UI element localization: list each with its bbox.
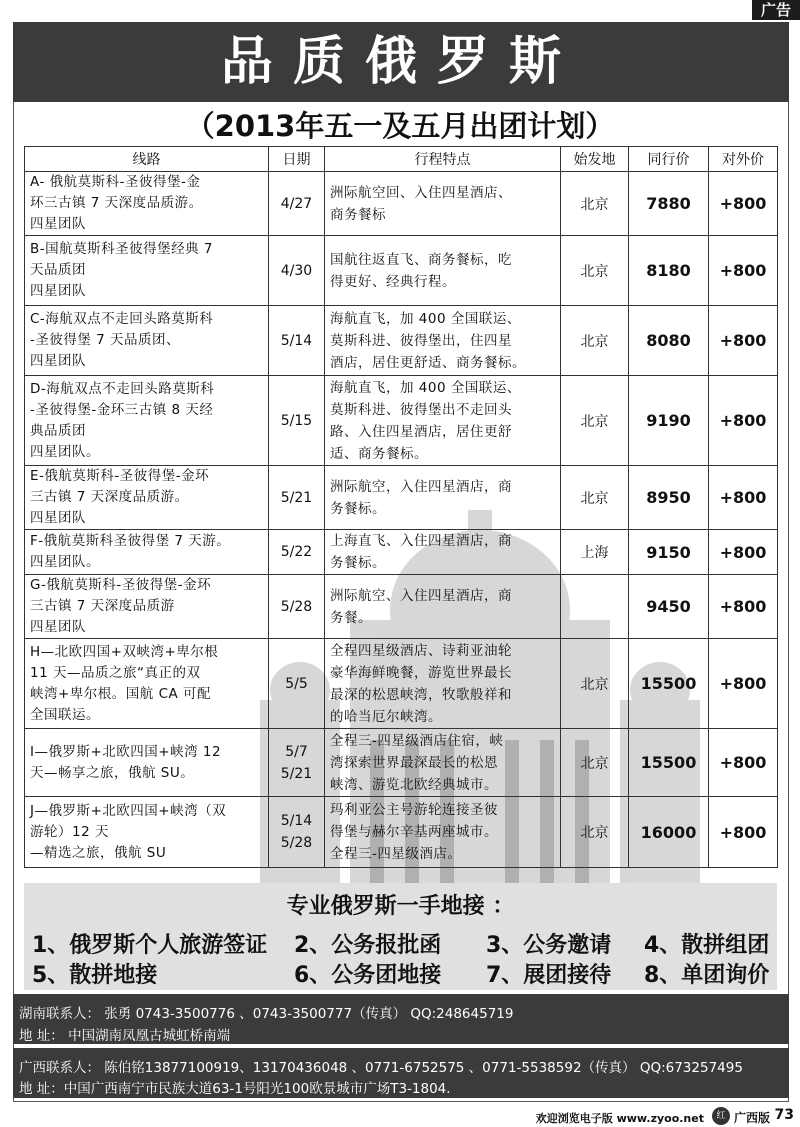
features-cell-line: 最深的松恩峡湾，牧歌般祥和: [330, 686, 512, 703]
hunan-contact-block: [13, 994, 789, 1044]
public-price-cell: +800: [709, 376, 778, 466]
service-item: 1、俄罗斯个人旅游签证: [32, 933, 268, 958]
route-cell-line: 四星团队: [30, 216, 86, 232]
features-cell-line: 莫斯科进、彼得堡出不走回头: [330, 401, 512, 418]
route-cell-line: -圣彼得堡 7 天品质团、: [30, 332, 181, 348]
features-cell-line: 适、商务餐标。: [330, 445, 428, 462]
table-row: [25, 376, 778, 466]
route-cell-line: 全国联运。: [30, 706, 100, 723]
date-cell: [269, 376, 325, 466]
date-cell: [269, 530, 325, 575]
features-cell-line: 国航往返直飞、商务餐标，吃: [330, 251, 512, 268]
peer-price-cell: 8080: [629, 306, 709, 376]
features-cell: [325, 797, 561, 868]
route-cell: [25, 530, 269, 575]
features-cell: [325, 530, 561, 575]
features-cell-line: 得更好、经典行程。: [330, 273, 456, 290]
public-price-cell: +800: [709, 575, 778, 639]
peer-price-cell: 15500: [629, 639, 709, 729]
route-cell-line: —精选之旅，俄航 SU: [30, 844, 167, 861]
route-cell: [25, 306, 269, 376]
peer-price-cell: 16000: [629, 797, 709, 868]
date-cell: [269, 639, 325, 729]
route-cell-line: 四星团队: [30, 619, 86, 635]
features-cell-line: 全程三-四星级酒店住宿，峡: [330, 732, 504, 749]
route-cell-line: J—俄罗斯+北欧四国+峡湾（双: [30, 802, 227, 819]
peer-price-cell: 15500: [629, 729, 709, 797]
guangxi-contact-line: 广西联系人： 陈伯铭13877100919、13170436048 、0771-6752575 、0771-5538592（传真） QQ:673257495: [19, 1060, 743, 1076]
date-cell-line: 5/15: [280, 412, 313, 429]
public-price-cell: +800: [709, 797, 778, 868]
features-cell-line: 全程三-四星级酒店。: [330, 846, 462, 862]
guangxi-address: 地 址：中国广西南宁市民族大道63-1号阳光100欧景城市广场T3-1804.: [19, 1081, 451, 1097]
route-cell: [25, 575, 269, 639]
date-cell: [269, 466, 325, 530]
service-item: 5、散拼地接: [32, 963, 158, 988]
route-cell-line: 四星团队。: [30, 443, 100, 460]
peer-price-cell: 7880: [629, 172, 709, 236]
date-cell-line: 5/22: [280, 544, 313, 560]
features-cell-line: 务餐标。: [330, 555, 386, 571]
features-cell-line: 洲际航空、入住四星酒店，商: [330, 587, 512, 604]
date-cell-line: 5/28: [280, 835, 313, 851]
ad-tag: 广告: [752, 0, 800, 20]
route-table: [24, 146, 778, 868]
date-cell-line: 5/14: [280, 813, 313, 829]
features-cell-line: 峡湾、游览北欧经典城市。: [330, 776, 498, 793]
route-cell-line: 三古镇 7 天深度品质游: [30, 598, 175, 614]
guangxi-contact-block: [13, 1048, 789, 1098]
features-cell-line: 上海直飞、入住四星酒店，商: [330, 533, 512, 549]
services-panel: [24, 883, 777, 990]
date-cell-line: 5/14: [280, 332, 313, 349]
route-cell-line: 天品质团: [30, 262, 86, 278]
route-cell-line: 三古镇 7 天深度品质游。: [30, 489, 189, 505]
depart-cell: 北京: [561, 797, 629, 868]
public-price-cell: +800: [709, 530, 778, 575]
features-cell-line: 酒店，居住更舒适、商务餐标。: [330, 354, 526, 371]
features-cell-line: 全程四星级酒店、诗莉亚油轮: [330, 642, 512, 659]
depart-cell: 北京: [561, 729, 629, 797]
page-number: 73: [774, 1107, 794, 1123]
date-cell: [269, 797, 325, 868]
features-cell-line: 洲际航空，入住四星酒店，商: [330, 478, 512, 495]
date-cell: [269, 236, 325, 306]
peer-price-cell: 9150: [629, 530, 709, 575]
route-cell: [25, 376, 269, 466]
hunan-address: 地 址： 中国湖南凤凰古城虹桥南端: [19, 1028, 231, 1044]
features-cell-line: 湾探索世界最深最长的松恩: [330, 754, 498, 771]
depart-cell: [561, 575, 629, 639]
route-cell-line: G-俄航莫斯科-圣彼得堡-金环: [30, 577, 212, 593]
service-item: 2、公务报批函: [294, 933, 442, 958]
hunan-contact-line: 湖南联系人： 张勇 0743-3500776 、0743-3500777（传真） QQ:248645719: [19, 1006, 514, 1022]
peer-price-cell: 9450: [629, 575, 709, 639]
table-row: [25, 797, 778, 868]
date-cell-line: 5/21: [280, 765, 313, 782]
features-cell-line: 务餐。: [330, 609, 372, 626]
route-cell-line: 四星团队: [30, 510, 86, 526]
features-cell: [325, 466, 561, 530]
table-row: [25, 236, 778, 306]
table-row: [25, 466, 778, 530]
route-cell-line: 四星团队: [30, 353, 86, 369]
header-date: 日期: [269, 147, 325, 172]
table-row: [25, 639, 778, 729]
route-cell-line: A- 俄航莫斯科-圣彼得堡-金: [30, 174, 201, 190]
depart-cell: 北京: [561, 466, 629, 530]
route-cell: [25, 236, 269, 306]
depart-cell: 北京: [561, 236, 629, 306]
route-cell-line: E-俄航莫斯科-圣彼得堡-金环: [30, 468, 210, 484]
features-cell-line: 路、入住四星酒店，居住更舒: [330, 423, 512, 440]
service-item: 4、散拼组团: [644, 933, 770, 958]
route-cell: [25, 172, 269, 236]
service-item: 8、单团询价: [644, 963, 770, 988]
route-cell-line: B-国航莫斯科圣彼得堡经典 7: [30, 241, 214, 257]
header-depart: 始发地: [561, 147, 629, 172]
header-features: 行程特点: [325, 147, 561, 172]
features-cell: [325, 376, 561, 466]
features-cell-line: 海航直飞，加 400 全国联运、: [330, 310, 521, 327]
table-header-row: [25, 147, 778, 172]
table-row: [25, 172, 778, 236]
table-row: [25, 306, 778, 376]
features-cell: [325, 639, 561, 729]
public-price-cell: +800: [709, 306, 778, 376]
footer-website-text: 欢迎浏览电子版 www.zyoo.net: [535, 1112, 704, 1125]
features-cell: [325, 236, 561, 306]
route-cell: [25, 466, 269, 530]
date-cell: [269, 729, 325, 797]
features-cell: [325, 306, 561, 376]
service-item: 7、展团接待: [486, 963, 612, 988]
date-cell-line: 4/30: [280, 262, 313, 279]
edition-label: 广西版: [733, 1111, 770, 1125]
route-cell-line: -圣彼得堡-金环三古镇 8 天经: [30, 401, 214, 418]
header-route: 线路: [25, 147, 269, 172]
date-cell-line: 5/7: [285, 743, 308, 760]
public-price-cell: +800: [709, 172, 778, 236]
header-peer-price: 同行价: [629, 147, 709, 172]
features-cell: [325, 172, 561, 236]
route-cell: [25, 639, 269, 729]
route-cell-line: 环三古镇 7 天深度品质游。: [30, 195, 203, 211]
route-cell-line: H—北欧四国+双峡湾+卑尔根: [30, 643, 219, 660]
features-cell-line: 商务餐标: [330, 206, 386, 223]
subtitle: （2013年五一及五月出团计划）: [185, 109, 615, 143]
depart-cell: 北京: [561, 376, 629, 466]
depart-cell: 北京: [561, 306, 629, 376]
public-price-cell: +800: [709, 236, 778, 306]
features-cell: [325, 729, 561, 797]
date-cell: [269, 172, 325, 236]
date-cell: [269, 306, 325, 376]
peer-price-cell: 8180: [629, 236, 709, 306]
route-cell-line: I—俄罗斯+北欧四国+峡湾 12: [30, 743, 222, 760]
public-price-cell: +800: [709, 639, 778, 729]
table-row: [25, 575, 778, 639]
date-cell-line: 4/27: [280, 195, 313, 212]
public-price-cell: +800: [709, 729, 778, 797]
features-cell-line: 洲际航空回、入住四星酒店、: [330, 184, 512, 201]
features-cell-line: 豪华海鲜晚餐，游览世界最长: [330, 664, 512, 681]
features-cell: [325, 575, 561, 639]
features-cell-line: 玛利亚公主号游轮连接圣彼: [330, 802, 498, 818]
route-cell-line: 峡湾+卑尔根。国航 CA 可配: [30, 685, 212, 702]
features-cell-line: 海航直飞，加 400 全国联运、: [330, 379, 521, 396]
depart-cell: 上海: [561, 530, 629, 575]
features-cell-line: 的哈当厄尔峡湾。: [330, 708, 442, 725]
date-cell-line: 5/5: [285, 675, 308, 692]
date-cell: [269, 575, 325, 639]
date-cell-line: 5/28: [280, 598, 313, 615]
route-cell: [25, 797, 269, 868]
route-cell-line: 11 天—品质之旅“真正的双: [30, 664, 201, 681]
table-row: [25, 530, 778, 575]
service-item: 6、公务团地接: [294, 963, 442, 988]
route-cell-line: 天—畅享之旅，俄航 SU。: [30, 764, 195, 781]
features-cell-line: 得堡与赫尔辛基两座城市。: [330, 824, 498, 840]
banner-title: 品质俄罗斯: [13, 22, 789, 102]
features-cell-line: 莫斯科进、彼得堡出，住四星: [330, 332, 512, 349]
service-item: 3、公务邀请: [486, 933, 612, 958]
newspaper-logo-icon: 红: [712, 1107, 730, 1125]
route-cell-line: F-俄航莫斯科圣彼得堡 7 天游。: [30, 533, 231, 549]
depart-cell: 北京: [561, 639, 629, 729]
route-cell-line: C-海航双点不走回头路莫斯科: [30, 311, 214, 327]
route-cell-line: 游轮）12 天: [30, 823, 109, 840]
public-price-cell: +800: [709, 466, 778, 530]
depart-cell: 北京: [561, 172, 629, 236]
route-cell-line: 典品质团: [30, 422, 86, 439]
route-cell-line: 四星团队: [30, 283, 86, 299]
services-title: 专业俄罗斯一手地接 ：: [286, 894, 515, 919]
page-footer: [0, 1104, 800, 1127]
route-cell-line: 四星团队。: [30, 554, 100, 570]
route-cell: [25, 729, 269, 797]
peer-price-cell: 8950: [629, 466, 709, 530]
header-public-price: 对外价: [709, 147, 778, 172]
peer-price-cell: 9190: [629, 376, 709, 466]
features-cell-line: 务餐标。: [330, 500, 386, 517]
route-cell-line: D-海航双点不走回头路莫斯科: [30, 380, 215, 397]
date-cell-line: 5/21: [280, 489, 313, 506]
table-row: [25, 729, 778, 797]
